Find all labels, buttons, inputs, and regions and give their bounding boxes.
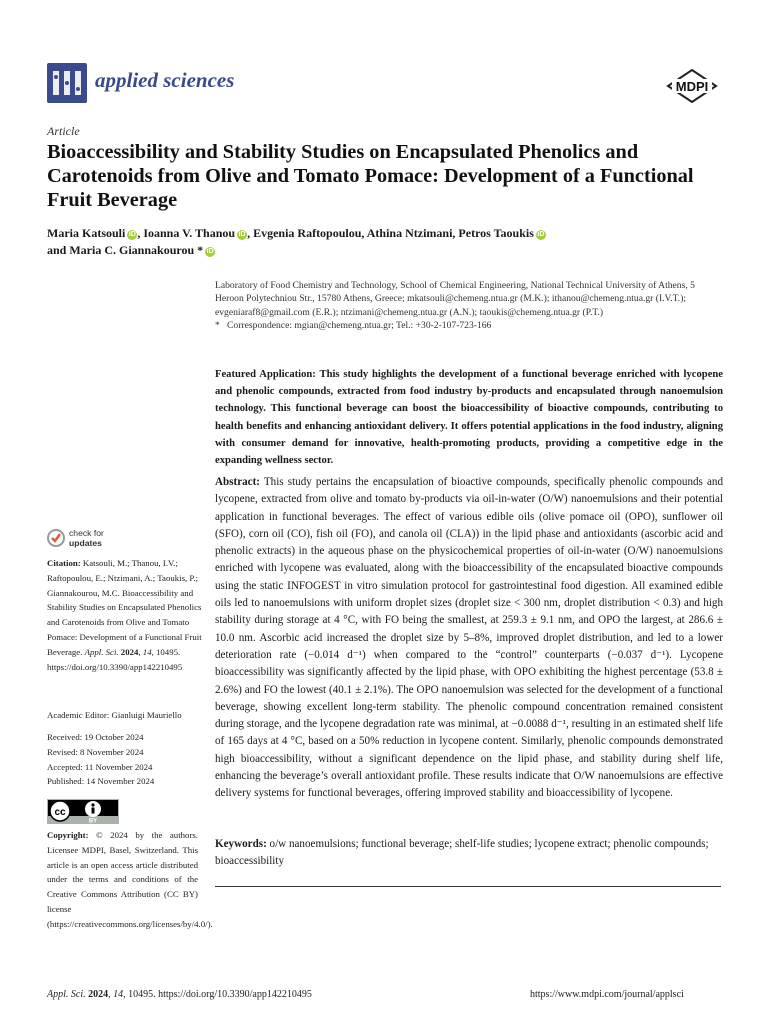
citation-text: Katsouli, M.; Thanou, I.V.; Raftopoulou, E.; Ntzimani, A.; Taoukis, P.; Giannakourou, M.C. Bioaccessibility and Stability Studies on Encapsulated Phenolics and Carotenoids from Olive and Tomato Pomace: Development of a Functional Fruit Beverage.	[47, 558, 202, 657]
accepted-date: Accepted: 11 November 2024	[47, 761, 153, 772]
author-name: , Evgenia Raftopoulou, Athina Ntzimani, Petros Taoukis	[247, 226, 534, 240]
check-line2: updates	[69, 538, 102, 548]
paper-title: Bioaccessibility and Stability Studies on Encapsulated Phenolics and Carotenoids from Olive and Tomato Pomace: Development of a Functional Fruit Beverage	[47, 141, 694, 211]
journal-name: applied sciences	[95, 68, 235, 92]
footer-doi[interactable]: 10495. https://doi.org/10.3390/app142210495	[125, 989, 312, 1000]
correspondence: * Correspondence: mgian@chemeng.ntua.gr; Tel.: +30-2-107-723-166	[215, 320, 492, 332]
keywords-text: o/w nanoemulsions; functional beverage; shelf-life studies; lycopene extract; phenolic compounds; bioaccessibility	[215, 838, 709, 868]
citation-volume: , 14,	[138, 646, 154, 657]
svg-text:cc: cc	[54, 807, 66, 818]
author-name: Maria Katsouli	[47, 226, 126, 240]
revised-date: Revised: 8 November 2024	[47, 746, 144, 757]
citation-journal: Appl. Sci.	[84, 646, 119, 657]
footer-volume: , 14,	[108, 989, 126, 1000]
featured-application	[215, 366, 723, 469]
divider	[215, 886, 721, 887]
abstract-label: Abstract:	[215, 476, 260, 488]
check-line1: check for	[69, 528, 104, 538]
footer-journal: Appl. Sci.	[47, 989, 86, 1000]
check-updates-text	[69, 528, 104, 548]
footer-year: 2024	[85, 989, 109, 1000]
author-list	[47, 225, 737, 259]
affiliation-text: Laboratory of Food Chemistry and Technology, School of Chemical Engineering, National Technical University of Athens, 5 Heroon Polytechniou Str., 15780 Athens, Greece; mkatsouli@chemeng.ntua.gr (M.K.); ithanou@chemeng.ntua.gr (I.V.T.); evgeniaraf8@gmail.com (E.R.); ntzimani@chemeng.ntua.gr (A.N.); taoukis@chemeng.ntua.gr (P.T.)	[215, 280, 695, 318]
academic-editor: Academic Editor: Gianluigi Mauriello	[47, 710, 182, 720]
author-name: , Ioanna V. Thanou	[137, 226, 236, 240]
copyright-text: © 2024 by the authors. Licensee MDPI, Basel, Switzerland. This article is an open access article distributed under the terms and conditions of the Creative Commons Attribution (CC BY) license (https://creativecommons.org/licenses/by/4.0/).	[47, 830, 213, 929]
footer-journal-url[interactable]: https://www.mdpi.com/journal/applsci	[530, 989, 684, 1000]
orcid-icon[interactable]: iD	[128, 231, 136, 238]
citation-label: Citation:	[47, 558, 81, 568]
citation-block	[47, 556, 202, 674]
journal-logo-icon	[47, 63, 87, 103]
check-for-updates-badge[interactable]	[47, 527, 127, 551]
mdpi-logo-text: MDPI	[675, 79, 709, 94]
citation-doi[interactable]: 10495. https://doi.org/10.3390/app142210495	[47, 646, 183, 672]
cc-by-license-icon[interactable]	[47, 799, 119, 824]
received-date: Received: 19 October 2024	[47, 732, 144, 742]
footer-citation	[47, 989, 312, 1000]
copyright-block	[47, 828, 213, 932]
keywords	[215, 836, 723, 871]
copyright-label: Copyright:	[47, 830, 89, 840]
orcid-icon[interactable]: iD	[238, 231, 246, 238]
abstract	[215, 474, 723, 803]
featured-label: Featured Application:	[215, 369, 316, 380]
published-date: Published: 14 November 2024	[47, 776, 155, 787]
check-updates-icon	[47, 529, 65, 547]
author-name: and Maria C. Giannakourou *	[47, 243, 204, 257]
mdpi-logo-icon	[666, 69, 718, 103]
svg-text:BY: BY	[88, 818, 98, 824]
citation-year: 2024	[118, 646, 139, 657]
keywords-label: Keywords:	[215, 838, 267, 850]
orcid-icon[interactable]: iD	[206, 248, 214, 255]
orcid-icon[interactable]: iD	[537, 231, 545, 238]
dates-block	[47, 730, 207, 789]
article-type: Article	[47, 124, 80, 138]
featured-text: This study highlights the development of a functional beverage enriched with lycopene and phenolic compounds, extracted from food industry by-products and encapsulated through nanoemulsion technology. This functional beverage can boost the bioaccessibility of bioactive compounds, contributing to health benefits and enhancing antioxidant delivery. It offers potential applications in the food industry, aligning with consumer demand for innovative, health-promoting products, providing a competitive edge in the expanding wellness sector.	[215, 369, 723, 467]
abstract-text: This study pertains the encapsulation of bioactive compounds, specifically phenolic compounds and lycopene, extracted from olive and tomato by-products via oil-in-water (O/W) nanoemulsions and their potential application in functional beverages. The effect of various edible oils (olive pomace oil (OPO), sunflower oil (SFO), corn oil (CO), fish oil (FO), and canola oil (CLA)) in the lipid phase and antioxidants (ascorbic acid and phenolic extracts) in the aqueous phase on the physicochemical properties of oil-in-water (O/W) nanoemulsions enriched with lycopene was evaluated, along with the bioaccessibility of the encapsulated bioactive compounds using the static INFOGEST in vitro simulation protocol for gastrointestinal food digestion. All examined edible oils led to nanoemulsions with uniform droplet sizes (droplet size < 300 nm, droplet distribution < 0.3) and high stability during storage at 4 °C, with FO being the smallest, at 259.3 ± 9.1 nm, and OPO the largest, at 286.6 ± 10.0 nm. Ascorbic acid increased the droplet size by 5–8%, improved droplet distribution, and led to a lower deterioration rate (−0.014 d⁻¹) when compared to the “control” counterparts (−0.037 d⁻¹). Lycopene bioaccessibility was significantly affected by the lipid phase, with OPO exhibiting the highest percentage (53.8 ± 2.6%) and FO the lowest (40.1 ± 2.1%). The OPO nanoemulsion was selected for the development of a functional beverage, showing excellent long-term stability. The phenolic compound concentration remained consistent during storage, and the lycopene degradation rate was minimal, at −0.0088 d⁻¹, resulting in an estimated shelf life of 165 days at 4 °C, based on a 50% reduction in lycopene content. Similarly, phenolic compounds demonstrated high bioaccessibility, without a significant dependence on the lipid phase, and stability during shelf life, enhancing the beverage’s overall antioxidant profile. These results indicate that O/W nanoemulsions are effective delivery systems for functional beverages, offering improved stability and bioaccessibility of lycopene.	[215, 476, 723, 800]
affiliation-block	[215, 279, 725, 333]
